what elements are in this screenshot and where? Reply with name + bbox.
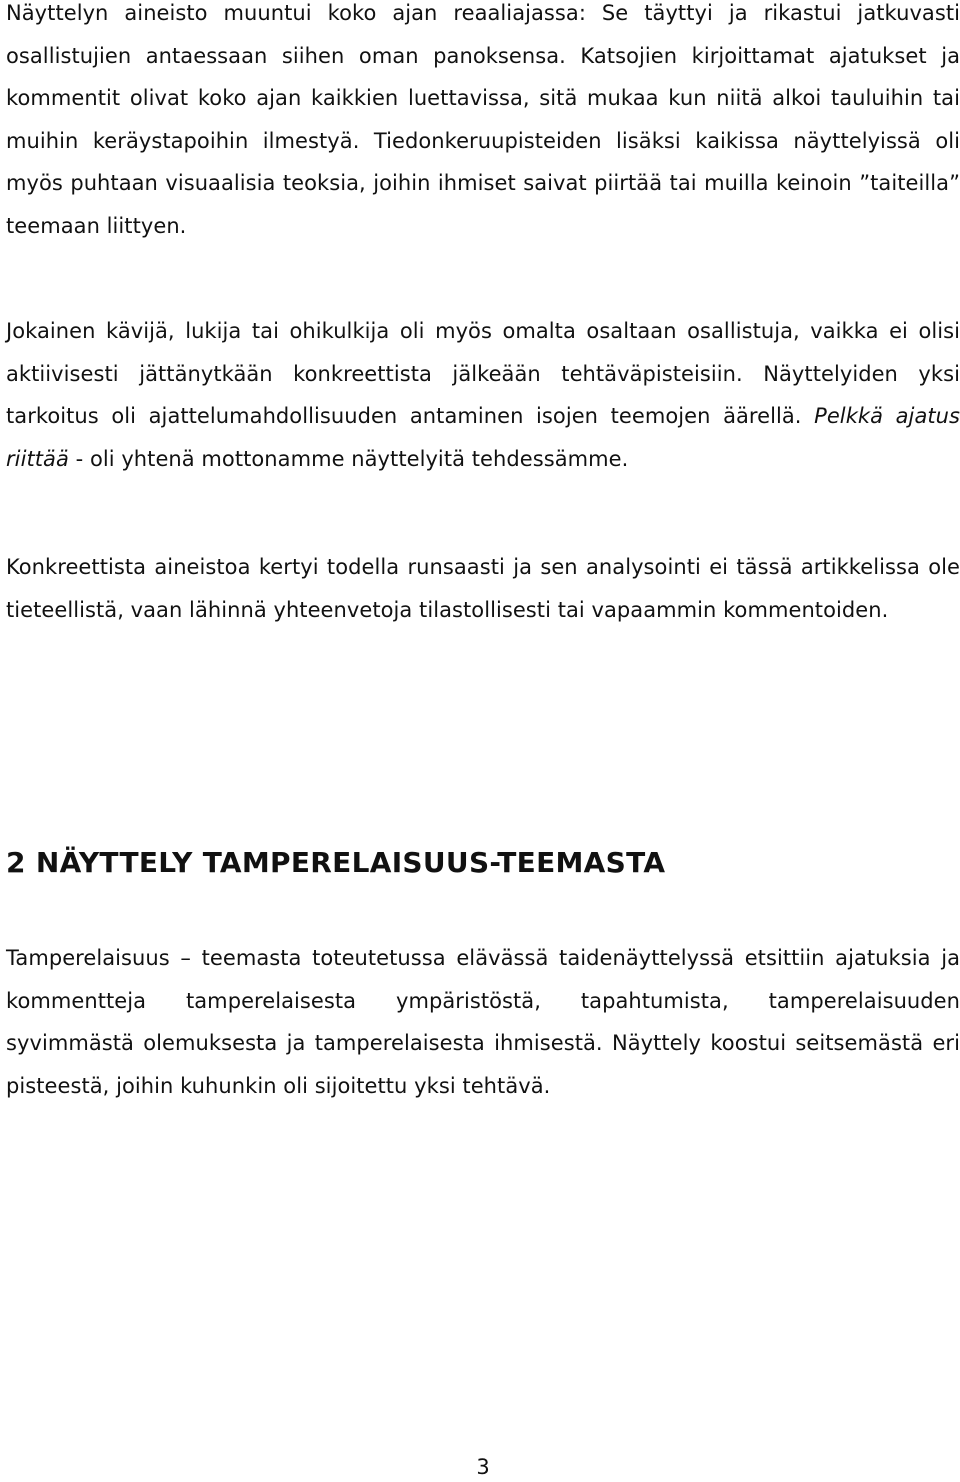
paragraph-participants-end: - oli yhtenä mottonamme näyttelyitä tehdessämme. (68, 446, 629, 471)
paragraph-tamperelaisuus: Tamperelaisuus – teemasta toteutetussa elävässä taidenäyttelyssä etsittiin ajatuksia ja kommentteja tamperelaisesta ympäristöstä, tapahtumista, tamperelaisuuden syvimmästä olemuksesta ja tamperelaisesta ihmisestä. Näyttely koostui seitsemästä eri pisteestä, joihin kuhunkin oli sijoitettu yksi tehtävä. (6, 946, 960, 1098)
paragraph-participants-text: Jokainen kävijä, lukija tai ohikulkija oli myös omalta osaltaan osallistuja, vaikka ei olisi aktiivisesti jättänytkään konkreettista jälkeään tehtäväpisteisiin. Näyttelyiden yksi tarkoitus oli ajattelumahdollisuuden antaminen isojen teemojen äärellä. (6, 319, 960, 428)
motto-text: Pelkkä ajatus riittää (6, 404, 960, 471)
paragraph-exhibition-material: Näyttelyn aineisto muuntui koko ajan reaaliajassa: Se täyttyi ja rikastui jatkuvasti osallistujien antaessaan siihen oman panoksensa. Katsojien kirjoittamat ajatukset ja kommentit olivat koko ajan kaikkien luettavissa, sitä mukaa kun niitä alkoi tauluihin tai muihin keräystapoihin ilmestyä. Tiedonkeruupisteiden lisäksi kaikissa näyttelyissä oli myös puhtaan visuaalisia teoksia, joihin ihmiset saivat piirtää tai muilla keinoin ”taiteilla” teemaan liittyen. (6, 1, 960, 238)
paragraph-material-analysis: Konkreettista aineistoa kertyi todella runsaasti ja sen analysointi ei tässä artikkelissa ole tieteellistä, vaan lähinnä yhteenvetoja tilastollisesti tai vapaammin kommentoiden. (6, 555, 960, 622)
section-heading: 2 NÄYTTELY TAMPERELAISUUS-TEEMASTA (6, 846, 666, 879)
page-number: 3 (476, 1455, 490, 1479)
paragraph-participants (6, 310, 960, 480)
